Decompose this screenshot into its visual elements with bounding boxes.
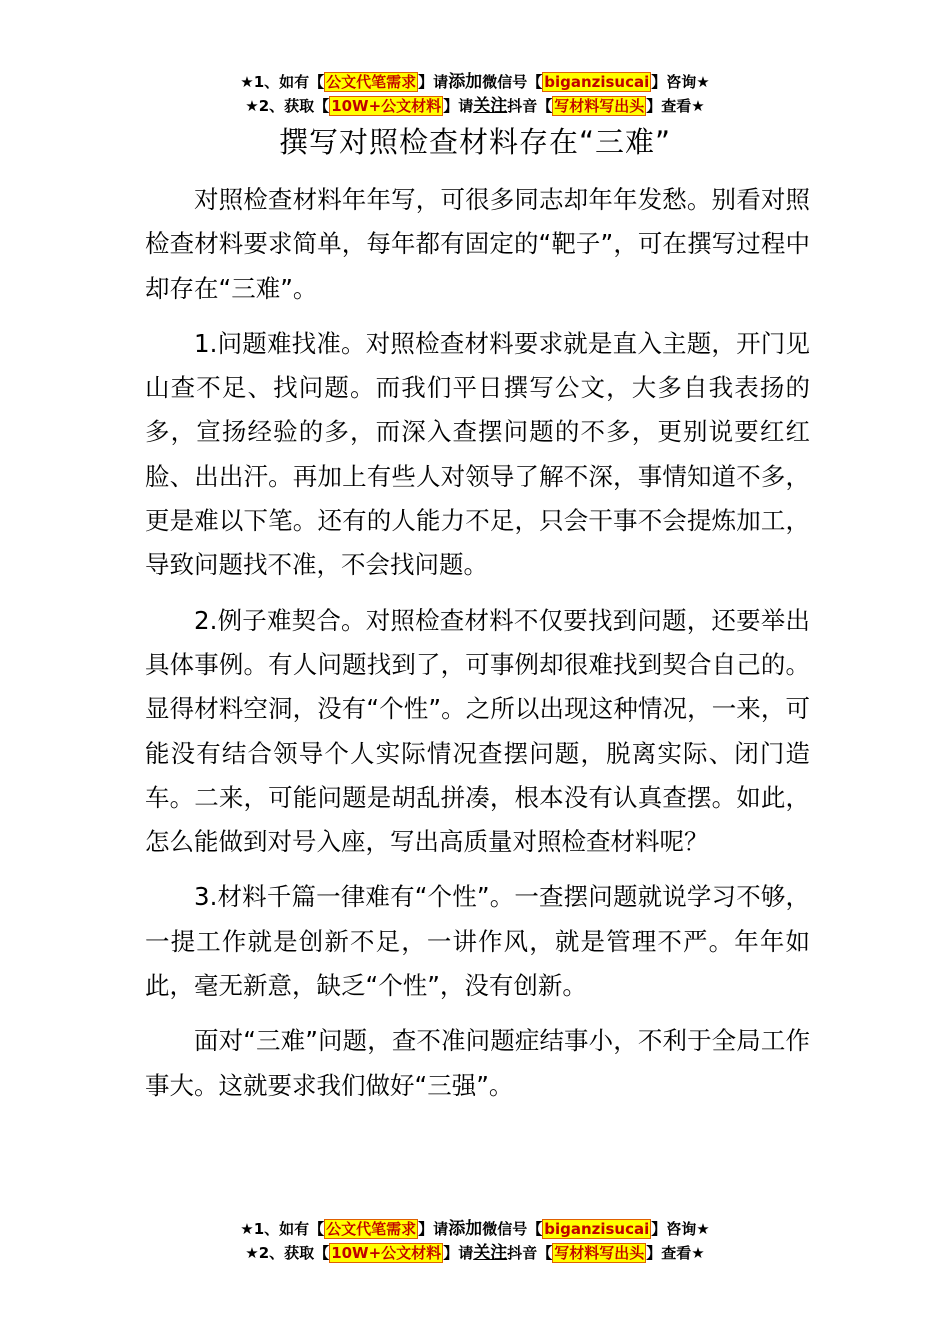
highlight-service: 公文代笔需求 bbox=[326, 1220, 417, 1238]
star-icon: ★ bbox=[240, 1220, 254, 1238]
paragraph-intro: 对照检查材料年年写，可很多同志却年年发愁。别看对照检查材料要求简单，每年都有固定的“靶子”，可在撰写过程中却存在“三难”。 bbox=[145, 185, 810, 303]
banner-emphasis: 关注 bbox=[473, 96, 508, 116]
highlight-materials: 10W+公文材料 bbox=[331, 97, 442, 115]
header-banner bbox=[0, 70, 950, 118]
star-icon: ★ bbox=[696, 73, 710, 91]
paragraph-point-2: 2.例子难契合。对照检查材料不仅要找到问题，还要举出具体事例。有人问题找到了，可事例却很难找到契合自己的。显得材料空洞，没有“个性”。之所以出现这种情况，一来，可能没有结合领导个人实际情况查摆问题，脱离实际、闭门造车。二来，可能问题是胡乱拼凑，根本没有认真查摆。如此，怎么能做到对号入座，写出高质量对照检查材料呢？ bbox=[145, 605, 810, 857]
banner-text: 微信号【 bbox=[482, 73, 543, 91]
banner-line-1 bbox=[0, 1217, 950, 1241]
banner-text: 2、获取【 bbox=[258, 1244, 330, 1262]
star-icon: ★ bbox=[245, 97, 259, 115]
highlight-materials: 10W+公文材料 bbox=[331, 1244, 442, 1262]
banner-text: 1、如有【 bbox=[253, 73, 325, 91]
banner-emphasis: 添加 bbox=[448, 1219, 483, 1239]
document-title: 撰写对照检查材料存在“三难” bbox=[278, 125, 672, 159]
footer-banner bbox=[0, 1217, 950, 1265]
banner-text: 】查看 bbox=[646, 97, 692, 115]
banner-text: 1、如有【 bbox=[253, 1220, 325, 1238]
star-icon: ★ bbox=[245, 1244, 259, 1262]
paragraph-point-1: 1.问题难找准。对照检查材料要求就是直入主题，开门见山查不足、找问题。而我们平日撰写公文，大多自我表扬的多，宣扬经验的多，而深入查摆问题的不多，更别说要红红脸、出出汗。再加上有些人对领导了解不深，事情知道不多，更是难以下笔。还有的人能力不足，只会干事不会提炼加工，导致问题找不准，不会找问题。 bbox=[145, 328, 810, 580]
banner-text: 】查看 bbox=[646, 1244, 692, 1262]
banner-emphasis: 关注 bbox=[473, 1243, 508, 1263]
highlight-wechat-id: biganzisucai bbox=[544, 1220, 650, 1238]
star-icon: ★ bbox=[691, 97, 705, 115]
paragraph-point-3: 3.材料千篇一律难有“个性”。一查摆问题就说学习不够，一提工作就是创新不足，一讲作风，就是管理不严。年年如此，毫无新意，缺乏“个性”，没有创新。 bbox=[145, 882, 810, 1001]
banner-text: 】请 bbox=[418, 1220, 449, 1238]
banner-emphasis: 添加 bbox=[448, 72, 483, 92]
highlight-wechat-id: biganzisucai bbox=[544, 73, 650, 91]
paragraph-conclusion: 面对“三难”问题，查不准问题症结事小，不利于全局工作事大。这就要求我们做好“三强”。 bbox=[145, 1026, 810, 1100]
banner-line-2 bbox=[0, 94, 950, 118]
star-icon: ★ bbox=[696, 1220, 710, 1238]
banner-text: 抖音【 bbox=[507, 97, 553, 115]
banner-text: 2、获取【 bbox=[258, 97, 330, 115]
star-icon: ★ bbox=[240, 73, 254, 91]
banner-text: 】咨询 bbox=[651, 1220, 697, 1238]
banner-text: 】请 bbox=[418, 73, 449, 91]
banner-text: 微信号【 bbox=[482, 1220, 543, 1238]
banner-text: 】请 bbox=[443, 97, 474, 115]
banner-text: 】咨询 bbox=[651, 73, 697, 91]
document-body bbox=[145, 178, 810, 1119]
highlight-douyin-account: 写材料写出头 bbox=[554, 97, 645, 115]
banner-text: 抖音【 bbox=[507, 1244, 553, 1262]
banner-line-1 bbox=[0, 70, 950, 94]
banner-line-2 bbox=[0, 1241, 950, 1265]
star-icon: ★ bbox=[691, 1244, 705, 1262]
banner-text: 】请 bbox=[443, 1244, 474, 1262]
highlight-douyin-account: 写材料写出头 bbox=[554, 1244, 645, 1262]
highlight-service: 公文代笔需求 bbox=[326, 73, 417, 91]
